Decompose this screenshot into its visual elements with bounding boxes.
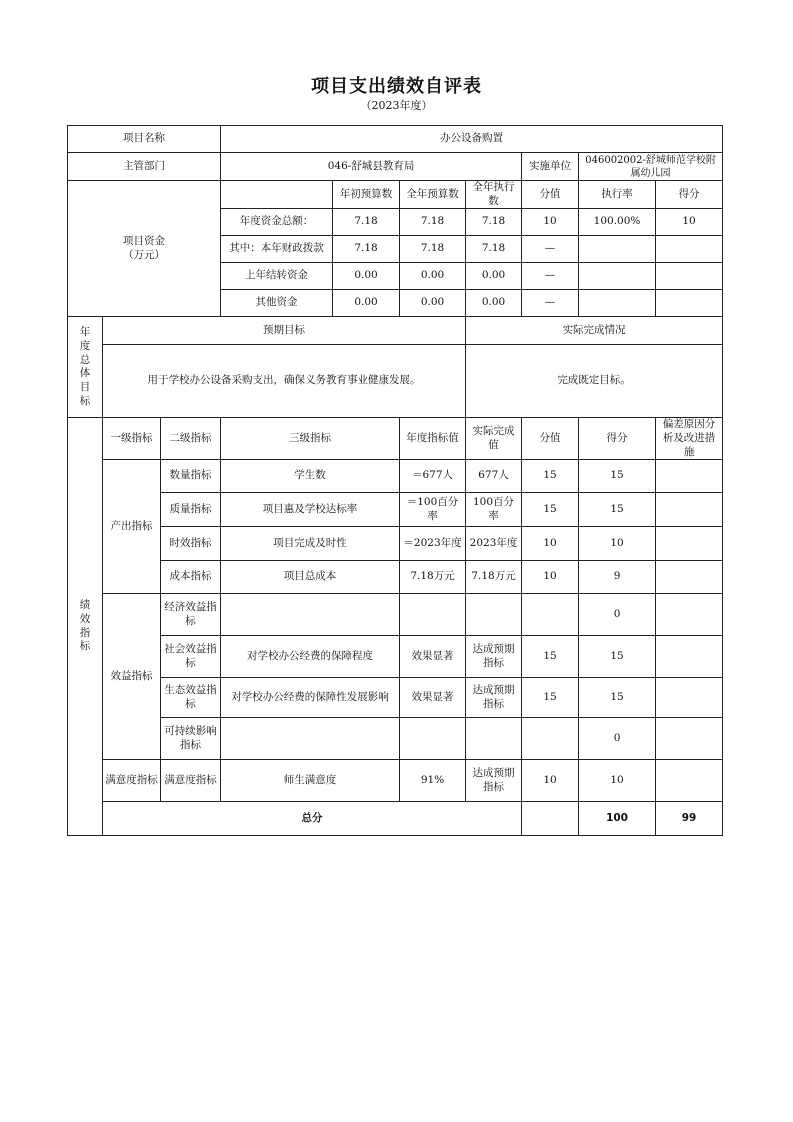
header-level2: 二级指标: [161, 418, 221, 460]
page-title: 项目支出绩效自评表: [311, 76, 482, 97]
funds-row-label: 其他资金: [221, 290, 333, 317]
funds-budget-start: 7.18: [333, 236, 400, 263]
unit-label: 实施单位: [522, 153, 579, 181]
funds-weight: —: [522, 290, 579, 317]
goals-content-row: [68, 345, 723, 418]
actual-goal-text: 完成既定目标。: [466, 345, 723, 418]
indicators-label-char: 指: [79, 626, 91, 639]
header-reason: 偏差原因分析及改进措施: [656, 418, 723, 460]
level3-cell: [221, 718, 400, 760]
indicator-row: [68, 678, 723, 718]
project-name-row: [68, 126, 723, 153]
reason-cell: [656, 493, 723, 527]
goals-label-char: 度: [79, 340, 91, 352]
level3-cell: 师生满意度: [221, 760, 400, 802]
level2-cell: 时效指标: [161, 527, 221, 561]
score-cell: 0: [579, 718, 656, 760]
weight-cell: 10: [522, 561, 579, 594]
funds-budget-year: 7.18: [400, 236, 466, 263]
header-level3: 三级指标: [221, 418, 400, 460]
indicator-row: [68, 460, 723, 493]
goals-label-char: 标: [79, 394, 91, 407]
level2-cell: 社会效益指标: [161, 636, 221, 678]
level3-cell: 对学校办公经费的保障性发展影响: [221, 678, 400, 718]
funds-label-cell: [68, 181, 221, 317]
funds-rate: [579, 290, 656, 317]
funds-row-label: 其中：本年财政拨款: [221, 236, 333, 263]
unit-value: 046002002-舒城师范学校附属幼儿园: [579, 153, 723, 181]
level2-cell: 质量指标: [161, 493, 221, 527]
reason-cell: [656, 561, 723, 594]
actual-cell: 677人: [466, 460, 522, 493]
target-cell: ＝2023年度: [400, 527, 466, 561]
funds-weight: 10: [522, 209, 579, 236]
level2-cell: 经济效益指标: [161, 594, 221, 636]
score-cell: 9: [579, 561, 656, 594]
funds-budget-year: 0.00: [400, 290, 466, 317]
reason-cell: [656, 527, 723, 561]
target-cell: [400, 594, 466, 636]
weight-cell: 15: [522, 636, 579, 678]
goals-label-char: 年: [79, 326, 91, 339]
target-cell: 效果显著: [400, 678, 466, 718]
funds-rate: 100.00%: [579, 209, 656, 236]
indicators-label-char: 效: [79, 613, 91, 626]
project-dept-row: [68, 153, 723, 181]
level3-cell: 项目总成本: [221, 561, 400, 594]
level3-cell: [221, 594, 400, 636]
level1-benefit: 效益指标: [103, 594, 161, 760]
weight-cell: 15: [522, 493, 579, 527]
total-label: 总分: [103, 802, 522, 836]
funds-budget-year: 0.00: [400, 263, 466, 290]
actual-cell: 达成预期指标: [466, 678, 522, 718]
funds-row-label: 上年结转资金: [221, 263, 333, 290]
funds-rate: [579, 236, 656, 263]
indicator-row: [68, 594, 723, 636]
actual-goal-label: 实际完成情况: [466, 317, 723, 345]
target-cell: 91%: [400, 760, 466, 802]
level3-cell: 项目惠及学校达标率: [221, 493, 400, 527]
funds-budget-start: 0.00: [333, 263, 400, 290]
funds-budget-year: 7.18: [400, 209, 466, 236]
target-cell: 效果显著: [400, 636, 466, 678]
level2-cell: 满意度指标: [161, 760, 221, 802]
goals-label-char: 总: [79, 353, 91, 366]
goals-header-row: [68, 317, 723, 345]
actual-cell: 7.18万元: [466, 561, 522, 594]
funds-budget-start: 0.00: [333, 290, 400, 317]
funds-rate: [579, 263, 656, 290]
funds-row-label: 年度资金总额：: [221, 209, 333, 236]
actual-cell: 2023年度: [466, 527, 522, 561]
indicators-label-char: 标: [79, 640, 91, 653]
funds-score: [656, 236, 723, 263]
target-cell: 7.18万元: [400, 561, 466, 594]
indicator-row: [68, 561, 723, 594]
reason-cell: [656, 678, 723, 718]
level3-cell: 学生数: [221, 460, 400, 493]
score-cell: 10: [579, 760, 656, 802]
score-cell: 15: [579, 636, 656, 678]
total-actual: [522, 802, 579, 836]
weight-cell: 10: [522, 527, 579, 561]
weight-cell: 10: [522, 760, 579, 802]
actual-cell: 100百分率: [466, 493, 522, 527]
reason-cell: [656, 760, 723, 802]
weight-cell: 15: [522, 678, 579, 718]
level1-output: 产出指标: [103, 460, 161, 594]
funds-budget-start: 7.18: [333, 209, 400, 236]
target-cell: [400, 718, 466, 760]
total-weight: 100: [579, 802, 656, 836]
target-cell: ＝100百分率: [400, 493, 466, 527]
score-cell: 0: [579, 594, 656, 636]
funds-header-score: 得分: [656, 181, 723, 209]
funds-weight: —: [522, 236, 579, 263]
indicators-label-char: 绩: [79, 599, 91, 612]
project-name-value: 办公设备购置: [221, 126, 723, 153]
funds-executed: 0.00: [466, 263, 522, 290]
funds-header-budget-start: 年初预算数: [333, 181, 400, 209]
actual-cell: 达成预期指标: [466, 636, 522, 678]
reason-cell: [656, 460, 723, 493]
actual-cell: [466, 718, 522, 760]
indicator-row: [68, 760, 723, 802]
expected-goal-text: 用于学校办公设备采购支出，确保义务教育事业健康发展。: [103, 345, 466, 418]
expected-goal-label: 预期目标: [103, 317, 466, 345]
goals-label-cell: [68, 317, 103, 418]
header-actual: 实际完成值: [466, 418, 522, 460]
indicator-row: [68, 493, 723, 527]
funds-header-weight: 分值: [522, 181, 579, 209]
weight-cell: [522, 718, 579, 760]
weight-cell: [522, 594, 579, 636]
indicators-label-cell: [68, 418, 103, 836]
level2-cell: 生态效益指标: [161, 678, 221, 718]
reason-cell: [656, 636, 723, 678]
dept-value: 046-舒城县教育局: [221, 153, 522, 181]
level2-cell: 成本指标: [161, 561, 221, 594]
funds-header-rate: 执行率: [579, 181, 656, 209]
funds-executed: 7.18: [466, 236, 522, 263]
funds-label-unit: （万元）: [123, 248, 166, 261]
reason-cell: [656, 594, 723, 636]
funds-executed: 7.18: [466, 209, 522, 236]
project-name-label: 项目名称: [68, 126, 221, 153]
funds-header-executed: 全年执行数: [466, 181, 522, 209]
actual-cell: [466, 594, 522, 636]
header-weight: 分值: [522, 418, 579, 460]
funds-header-budget-year: 全年预算数: [400, 181, 466, 209]
goals-label-char: 体: [79, 367, 91, 380]
indicator-row: [68, 636, 723, 678]
score-cell: 10: [579, 527, 656, 561]
self-evaluation-table: [67, 125, 723, 836]
header-level1: 一级指标: [103, 418, 161, 460]
level1-satisfaction: 满意度指标: [103, 760, 161, 802]
actual-cell: 达成预期指标: [466, 760, 522, 802]
funds-score: [656, 263, 723, 290]
level3-cell: 对学校办公经费的保障程度: [221, 636, 400, 678]
dept-label: 主管部门: [68, 153, 221, 181]
indicators-header-row: [68, 418, 723, 460]
total-score: 99: [656, 802, 723, 836]
indicator-row: [68, 527, 723, 561]
reason-cell: [656, 718, 723, 760]
funds-label: 项目资金: [123, 235, 166, 247]
funds-score: 10: [656, 209, 723, 236]
funds-score: [656, 290, 723, 317]
indicator-row: [68, 718, 723, 760]
level3-cell: 项目完成及时性: [221, 527, 400, 561]
score-cell: 15: [579, 493, 656, 527]
page-subtitle: （2023年度）: [360, 99, 433, 112]
header-target: 年度指标值: [400, 418, 466, 460]
weight-cell: 15: [522, 460, 579, 493]
funds-weight: —: [522, 263, 579, 290]
level2-cell: 可持续影响指标: [161, 718, 221, 760]
total-row: [68, 802, 723, 836]
score-cell: 15: [579, 678, 656, 718]
funds-header-blank: [221, 181, 333, 209]
score-cell: 15: [579, 460, 656, 493]
target-cell: ＝677人: [400, 460, 466, 493]
header-score: 得分: [579, 418, 656, 460]
goals-label-char: 目: [79, 380, 91, 393]
funds-executed: 0.00: [466, 290, 522, 317]
level2-cell: 数量指标: [161, 460, 221, 493]
funds-header-row: [68, 181, 723, 209]
